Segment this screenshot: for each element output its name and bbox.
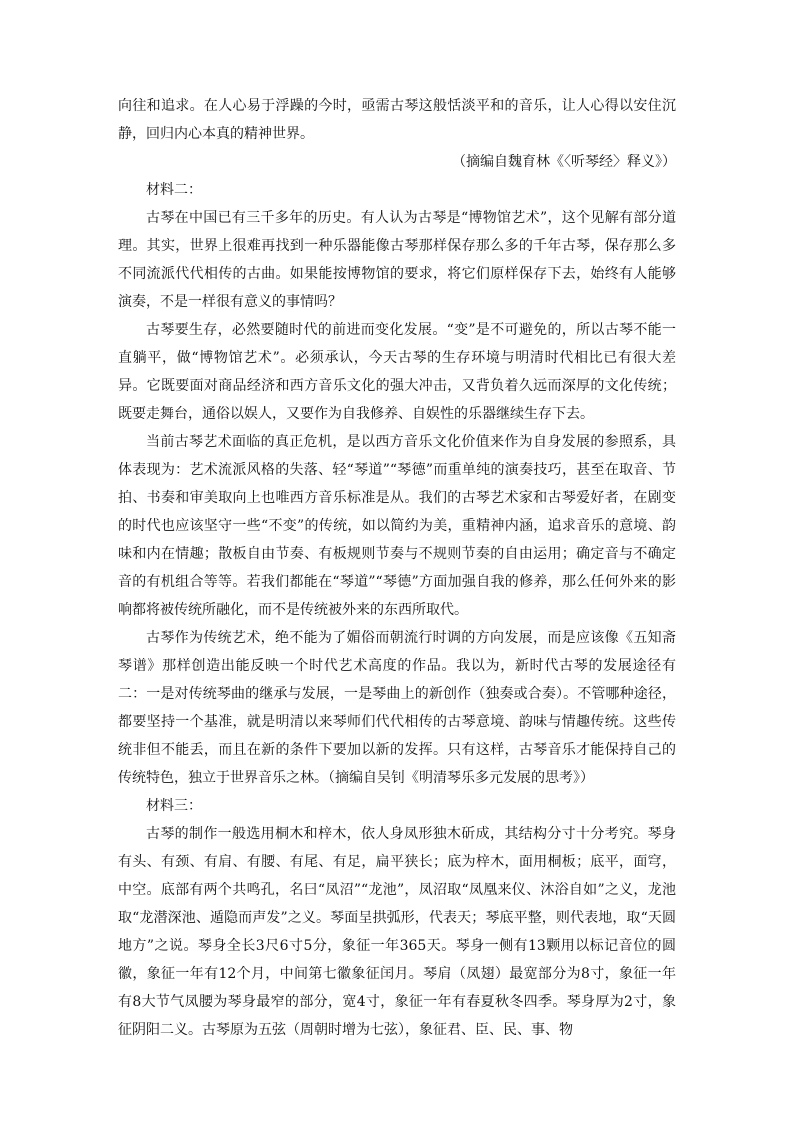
material1-source: （摘编自魏育林《〈听琴经〉释义》） <box>452 154 676 170</box>
material3-heading: 材料三： <box>146 798 202 814</box>
document-page <box>118 92 676 1044</box>
material2-paragraph-1: 古琴在中国已有三千多年的历史。有人认为古琴是“博物馆艺术”，这个见解有部分道理。其实，世界上很难再找到一种乐器能像古琴那样保存那么多的千年古琴，保存那么多不同流派代代相传的古曲。如果能按博物馆的要求，将它们原样保存下去，始终有人能够演奏，不是一样很有意义的事情吗？ <box>118 210 676 310</box>
material1-tail-text: 向往和追求。在人心易于浮躁的今时，亟需古琴这般恬淡平和的音乐，让人心得以安住沉静，回归内心本真的精神世界。 <box>118 98 676 142</box>
material2-paragraph-2: 古琴要生存，必然要随时代的前进而变化发展。“变”是不可避免的，所以古琴不能一直躺平，做“博物馆艺术”。必须承认，今天古琴的生存环境与明清时代相比已有很大差异。它既要面对商品经济和西方音乐文化的强大冲击，又背负着久远而深厚的文化传统；既要走舞台，通俗以娱人，又要作为自我修养、自娱性的乐器继续生存下去。 <box>118 322 676 422</box>
material2-paragraph-4: 古琴作为传统艺术，绝不能为了媚俗而朝流行时调的方向发展，而是应该像《五知斋琴谱》那样创造出能反映一个时代艺术高度的作品。我以为，新时代古琴的发展途径有二：一是对传统琴曲的继承与发展，一是琴曲上的新创作（独奏或合奏）。不管哪种途径，都要坚持一个基准，就是明清以来琴师们代代相传的古琴意境、韵味与情趣传统。这些传统非但不能丢，而且在新的条件下要加以新的发挥。只有这样，古琴音乐才能保持自己的传统特色，独立于世界音乐之林。（摘编自吴钊《明清琴乐多元发展的思考》） <box>118 630 676 786</box>
material2-heading: 材料二： <box>146 182 202 198</box>
material3-paragraph-1: 古琴的制作一般选用桐木和梓木，依人身凤形独木斫成，其结构分寸十分考究。琴身有头、有颈、有肩、有腰、有尾、有足，扁平狭长；底为梓木，面用桐板；底平，面穹，中空。底部有两个共鸣孔，名曰“凤沼”“龙池”，凤沼取“凤凰来仪、沐浴自如”之义，龙池取“龙潜深池、遁隐而声发”之义。琴面呈拱弧形，代表天；琴底平整，则代表地，取“天圆地方”之说。琴身全长3尺6寸5分，象征一年365天。琴身一侧有13颗用以标记音位的圆徽，象征一年有12个月，中间第七徽象征闰月。琴肩（凤翅）最宽部分为8寸，象征一年有8大节气凤腰为琴身最窄的部分，宽4寸，象征一年有春夏秋冬四季。琴身厚为2寸，象征阴阳二义。古琴原为五弦（周朝时增为七弦），象征君、臣、民、事、物 <box>118 826 676 1038</box>
material2-paragraph-3: 当前古琴艺术面临的真正危机，是以西方音乐文化价值来作为自身发展的参照系，具体表现为：艺术流派风格的失落、轻“琴道”“琴德”而重单纯的演奏技巧，甚至在取音、节拍、书奏和审美取向上也唯西方音乐标准是从。我们的古琴艺术家和古琴爱好者，在剧变的时代也应该坚守一些“不变”的传统，如以简约为美，重精神内涵，追求音乐的意境、韵味和内在情趣；散板自由节奏、有板规则节奏与不规则节奏的自由运用；确定音与不确定音的有机组合等等。若我们都能在“琴道”“琴德”方面加强自我的修养，那么任何外来的影响都将被传统所融化，而不是传统被外来的东西所取代。 <box>118 434 676 618</box>
